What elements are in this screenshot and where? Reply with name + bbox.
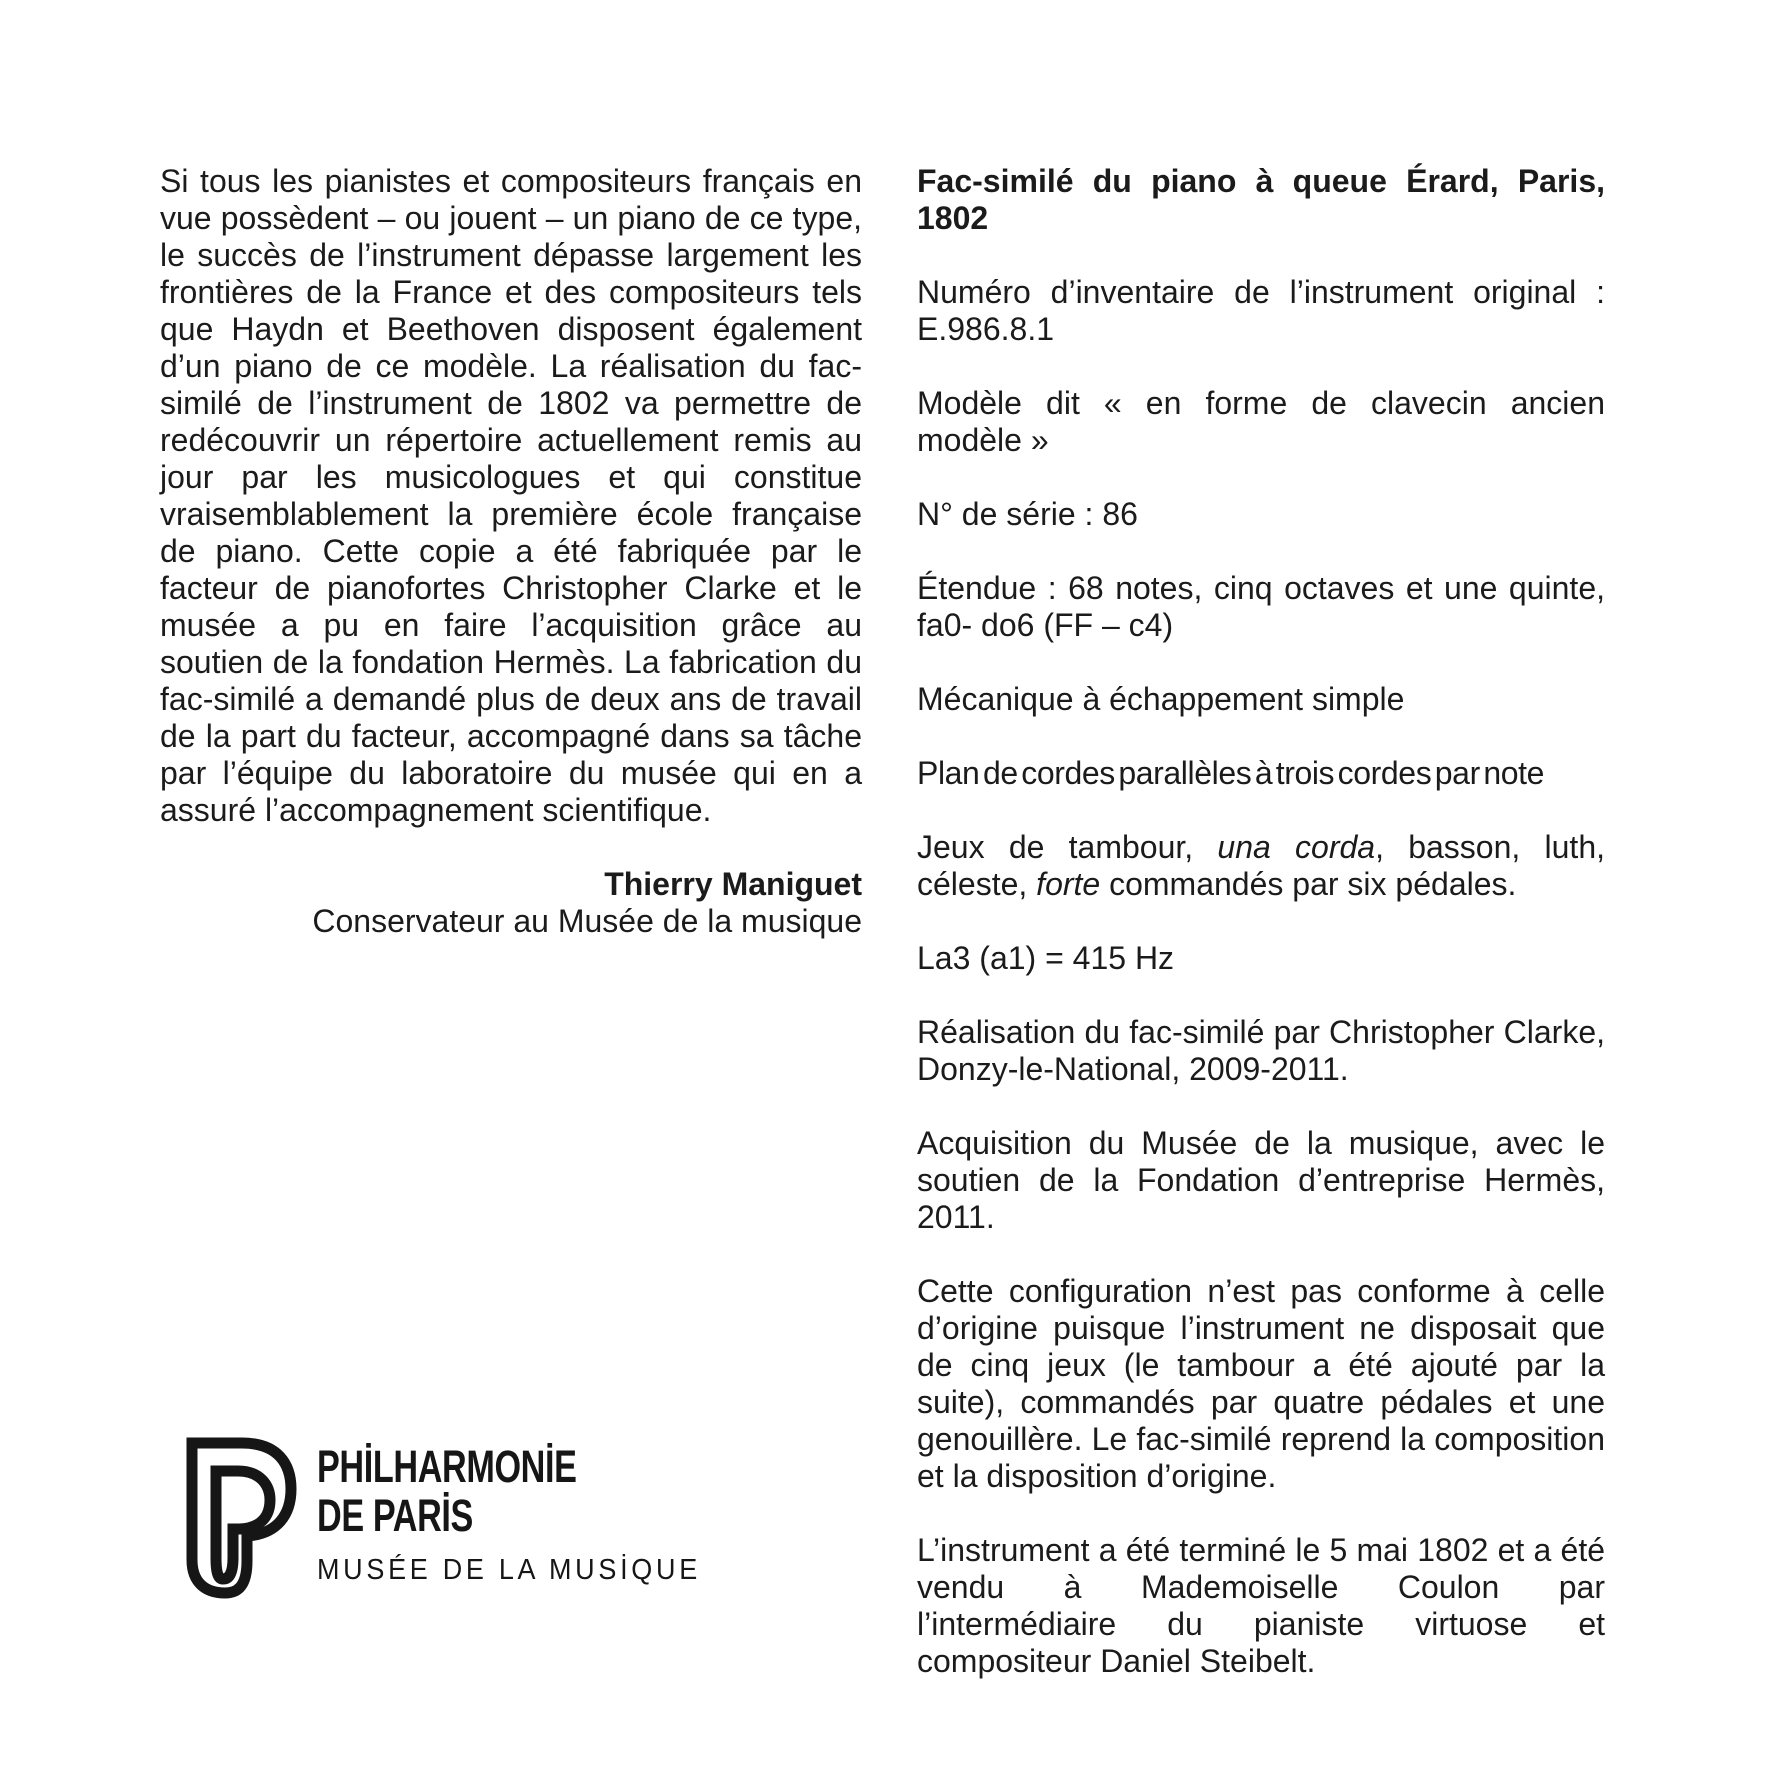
info-paragraph: Réalisation du fac-similé par Christopher Clarke, Donzy-le-National, 2009-2011. — [917, 1014, 1605, 1087]
logo-line-musee: MUSÉE DE LA MUSİQUE — [317, 1554, 701, 1586]
philharmonie-logo — [183, 1436, 730, 1600]
info-paragraph: Numéro d’inventaire de l’instrument original : E.986.8.1 — [917, 274, 1605, 347]
info-paragraph: La3 (a1) = 415 Hz — [917, 940, 1175, 976]
signature-name: Thierry Maniguet — [604, 866, 862, 902]
right-column — [917, 163, 1605, 1717]
info-paragraph: Mécanique à échappement simple — [917, 681, 1405, 717]
info-paragraph: Jeux de tambour, una corda, basson, luth, céleste, forte commandés par six pédales. — [917, 829, 1605, 902]
info-paragraph: Étendue : 68 notes, cinq octaves et une quinte, fa0- do6 (FF – c4) — [917, 570, 1605, 643]
info-paragraph: L’instrument a été terminé le 5 mai 1802 et a été vendu à Mademoiselle Coulon par l’intermédiaire du pianiste virtuose et compositeur Daniel Steibelt. — [917, 1532, 1605, 1679]
instrument-title: Fac-similé du piano à queue Érard, Paris, 1802 — [917, 163, 1605, 236]
logo-line-philharmonie: PHİLHARMONİE — [317, 1441, 577, 1492]
info-paragraph: N° de série : 86 — [917, 496, 1138, 532]
philharmonie-p-logo-icon — [183, 1436, 299, 1600]
signature-block — [160, 866, 862, 940]
info-paragraph: Plan de cordes parallèles à trois cordes par note — [917, 755, 1545, 791]
info-paragraph: Acquisition du Musée de la musique, avec le soutien de la Fondation d’entreprise Hermès, 2011. — [917, 1125, 1605, 1235]
info-paragraph: Cette configuration n’est pas conforme à celle d’origine puisque l’instrument ne disposait que de cinq jeux (le tambour a été ajouté par la suite), commandés par quatre pédales et une genouillère. Le fac-similé reprend la composition et la disposition d’origine. — [917, 1273, 1605, 1494]
info-paragraph: Modèle dit « en forme de clavecin ancien modèle » — [917, 385, 1605, 458]
signature-title: Conservateur au Musée de la musique — [312, 903, 862, 939]
info-paragraphs — [917, 274, 1605, 1680]
introduction-paragraph: Si tous les pianistes et compositeurs français en vue possèdent – ou jouent – un piano de ce type, le succès de l’instrument dépasse largement les frontières de la France et des compositeurs tels que Haydn et Beethoven disposent également d’un piano de ce modèle. La réalisation du fac-similé de l’instrument de 1802 va permettre de redécouvrir un répertoire actuellement remis au jour par les musicologues et qui constitue vraisemblablement la première école française de piano. Cette copie a été fabriquée par le facteur de pianofortes Christopher Clarke et le musée a pu en faire l’acquisition grâce au soutien de la fondation Hermès. La fabrication du fac-similé a demandé plus de deux ans de travail de la part du facteur, accompagné dans sa tâche par l’équipe du laboratoire du musée qui en a assuré l’accompagnement scientifique. — [160, 163, 862, 828]
logo-line-de-paris: DE PARİS — [317, 1490, 473, 1541]
logo-wordmark — [317, 1436, 730, 1586]
